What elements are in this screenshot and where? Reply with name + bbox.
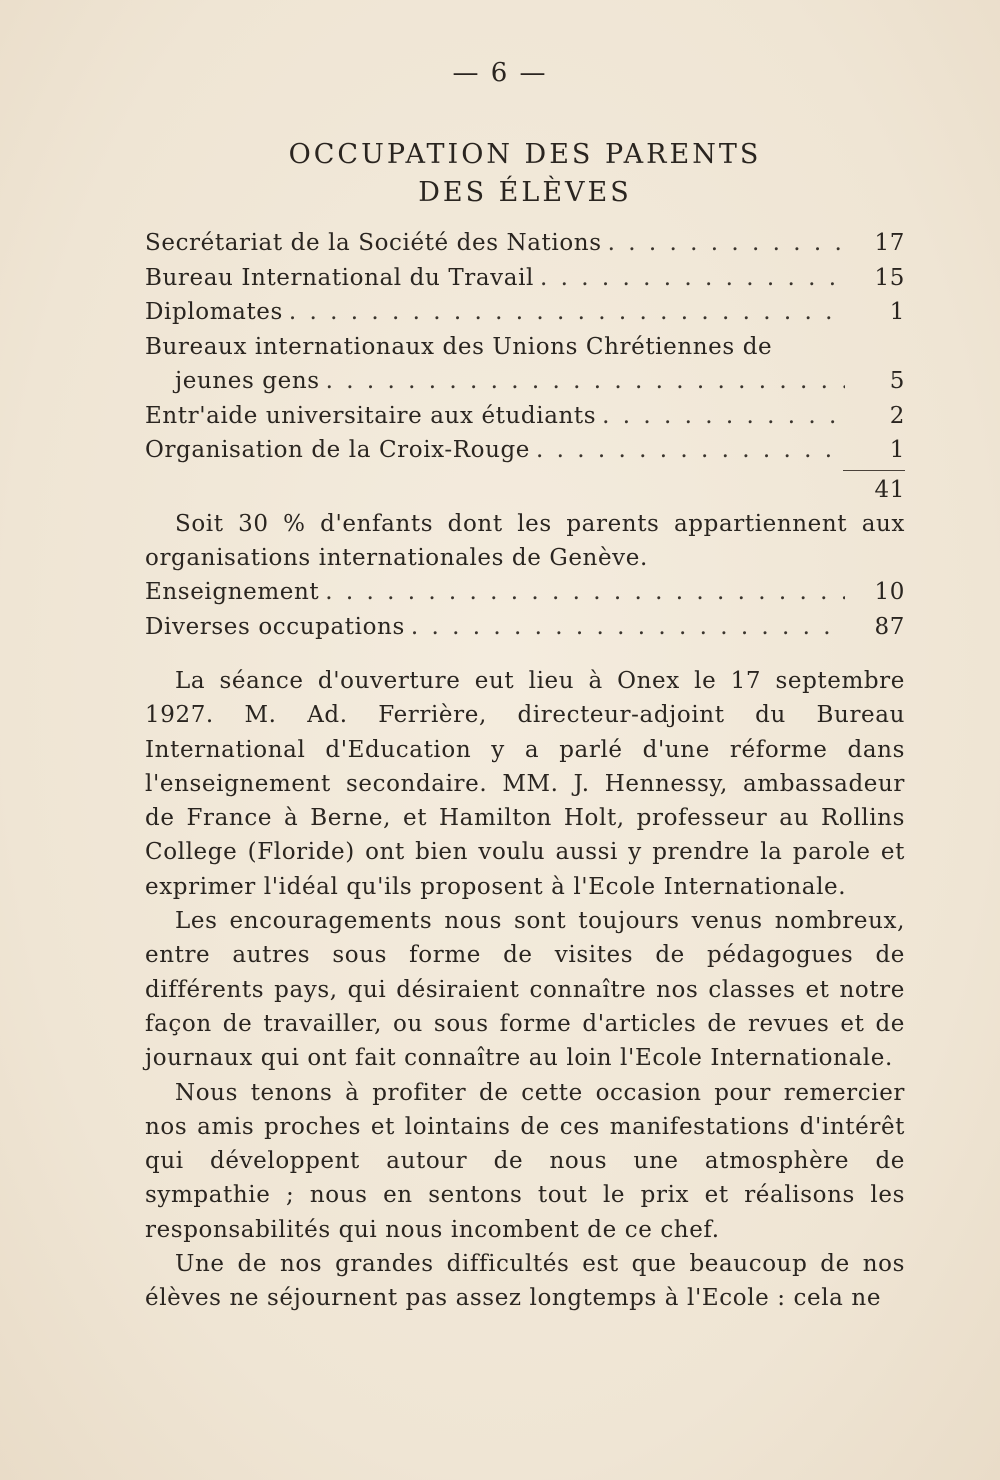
paragraph-encouragements: Les encouragements nous sont toujours venus nombreux, entre autres sous forme de visites de pédagogues de différents pays, qui désiraient connaître nos classes et notre façon de travailler, ou sous forme d'articles de revues et de journaux qui ont fait connaître au loin l'Ecole Internationale. — [145, 908, 905, 1072]
section-title-line-2: DES ÉLÈVES — [418, 177, 632, 208]
paragraph-thanks: Nous tenons à profiter de cette occasion pour remercier nos amis proches et lointains de ces manifestations d'intérêt qui développent autour de nous une atmosphère de sympathie ; nous en sentons tout le prix et réalisons les responsabilités qui nous incombent de ce chef. — [145, 1079, 905, 1243]
dot-leader — [536, 433, 845, 468]
body-text — [145, 664, 905, 1316]
occupation-list — [145, 226, 905, 644]
dot-leader — [325, 575, 845, 610]
list-item: Entr'aide universitaire aux étudiants . . . 2 — [145, 399, 905, 434]
dot-leader — [326, 364, 845, 399]
dot-leader — [608, 226, 845, 261]
dot-leader — [411, 610, 845, 645]
dot-leader — [602, 399, 845, 434]
section-title-line-1: OCCUPATION DES PARENTS — [288, 139, 762, 170]
page-number: — 6 — — [452, 58, 548, 88]
total-value: 41 — [874, 476, 905, 503]
percentage-paragraph: Soit 30 % d'enfants dont les parents appartiennent aux organisations internationales de Genève. — [145, 510, 905, 571]
list-item: Diverses occupations . . . 87 — [145, 610, 905, 645]
paragraph-difficulties: Une de nos grandes difficultés est que beaucoup de nos élèves ne séjournent pas assez longtemps à l'Ecole : cela ne — [145, 1251, 905, 1312]
other-occupation-list — [145, 575, 905, 644]
list-item: Bureau International du Travail . . . 15 — [145, 261, 905, 296]
list-item: Diplomates . . . 1 — [145, 295, 905, 330]
dot-leader — [289, 295, 845, 330]
list-item: jeunes gens . . . 5 — [145, 364, 905, 399]
list-item: Organisation de la Croix-Rouge . . . 1 — [145, 433, 905, 468]
list-item-first-line: Bureaux internationaux des Unions Chrétiennes de — [145, 333, 773, 360]
list-item: Enseignement . . . 10 — [145, 575, 905, 610]
paragraph-opening-session: La séance d'ouverture eut lieu à Onex le 17 septembre 1927. M. Ad. Ferrière, directeur-adjoint du Bureau International d'Education y a parlé d'une réforme dans l'enseignement secondaire. MM. J. Hennessy, ambassadeur de France à Berne, et Hamilton Holt, professeur au Rollins College (Floride) ont bien voulu aussi y prendre la parole et exprimer l'idéal qu'ils proposent à l'Ecole Internationale. — [145, 668, 905, 900]
section-title — [0, 136, 1000, 212]
list-item: Secrétariat de la Société des Nations . . . 17 — [145, 226, 905, 261]
dot-leader — [540, 261, 845, 296]
